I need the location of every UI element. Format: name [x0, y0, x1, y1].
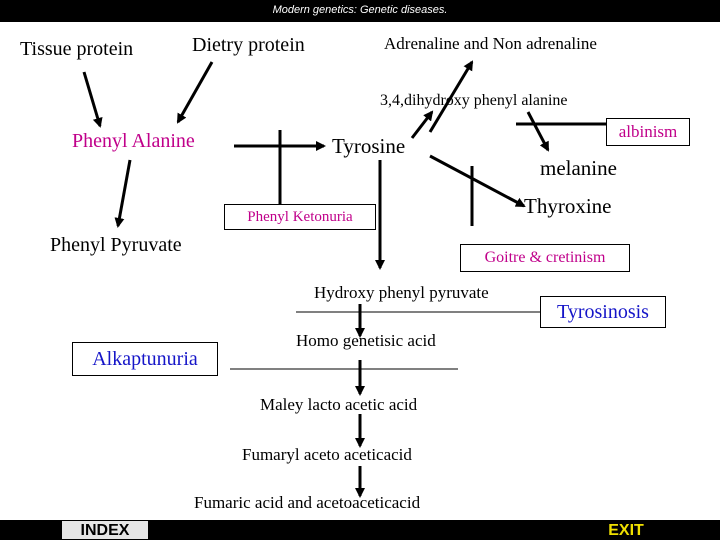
disorder-albinism: albinism — [606, 118, 690, 146]
node-dopa: 3,4,dihydroxy phenyl alanine — [380, 92, 568, 109]
disorder-tyrosinosis: Tyrosinosis — [540, 296, 666, 328]
node-fumaryl-aceto-aceticacid: Fumaryl aceto aceticacid — [242, 445, 412, 464]
node-adrenaline: Adrenaline and Non adrenaline — [384, 34, 597, 53]
node-maley-lacto-acetic-acid: Maley lacto acetic acid — [260, 395, 418, 414]
node-phenyl-pyruvate: Phenyl Pyruvate — [50, 234, 182, 256]
node-hydroxy-phenyl-pyruvate: Hydroxy phenyl pyruvate — [314, 283, 489, 302]
disorder-phenyl-ketonuria: Phenyl Ketonuria — [224, 204, 376, 230]
arrow-tissue-to-phe — [84, 72, 100, 126]
node-tissue-protein: Tissue protein — [20, 38, 134, 60]
node-phenyl-alanine: Phenyl Alanine — [72, 130, 195, 152]
node-dietry-protein: Dietry protein — [192, 34, 305, 56]
node-homo-genetisic-acid: Homo genetisic acid — [296, 331, 436, 350]
slide-title: Modern genetics: Genetic diseases. — [272, 4, 448, 16]
arrow-tyr-to-dopa — [412, 112, 432, 138]
index-button[interactable]: INDEX — [62, 521, 148, 539]
arrow-diet-to-phe — [178, 62, 212, 122]
exit-button[interactable]: EXIT — [608, 522, 644, 539]
node-fumaric-acid: Fumaric acid and acetoaceticacid — [194, 493, 421, 512]
arrow-dopa-to-melanine — [528, 112, 548, 150]
disorder-alkaptunuria: Alkaptunuria — [72, 342, 218, 376]
node-thyroxine: Thyroxine — [524, 194, 612, 218]
arrow-phe-to-pyruvate — [118, 160, 130, 226]
node-tyrosine: Tyrosine — [332, 134, 406, 158]
node-melanine: melanine — [540, 156, 617, 180]
arrow-tyr-to-thyroxine — [430, 156, 524, 206]
disorder-goitre: Goitre & cretinism — [460, 244, 630, 272]
